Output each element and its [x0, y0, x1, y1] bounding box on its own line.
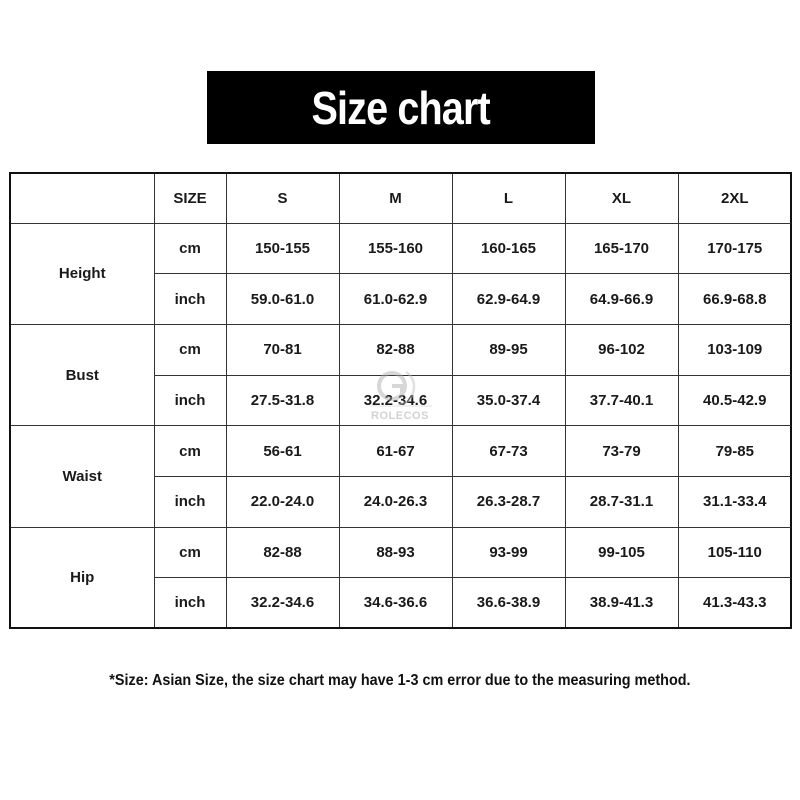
value-cell: 59.0-61.0 — [226, 274, 339, 325]
value-cell: 67-73 — [452, 426, 565, 477]
value-cell: 35.0-37.4 — [452, 375, 565, 426]
value-cell: 27.5-31.8 — [226, 375, 339, 426]
value-cell: 24.0-26.3 — [339, 476, 452, 527]
unit-cell: inch — [154, 274, 226, 325]
value-cell: 66.9-68.8 — [678, 274, 791, 325]
value-cell: 62.9-64.9 — [452, 274, 565, 325]
value-cell: 79-85 — [678, 426, 791, 477]
title-banner — [207, 71, 595, 144]
value-cell: 36.6-38.9 — [452, 578, 565, 627]
value-cell: 96-102 — [565, 325, 678, 376]
value-cell: 64.9-66.9 — [565, 274, 678, 325]
value-cell: 28.7-31.1 — [565, 476, 678, 527]
value-cell: 41.3-43.3 — [678, 578, 791, 627]
value-cell: 32.2-34.6 — [226, 578, 339, 627]
value-cell: 170-175 — [678, 223, 791, 274]
value-cell: 34.6-36.6 — [339, 578, 452, 627]
row-group-label: Waist — [11, 426, 154, 527]
row-group-label: Bust — [11, 325, 154, 426]
value-cell: 88-93 — [339, 527, 452, 578]
value-cell: 26.3-28.7 — [452, 476, 565, 527]
value-cell: 61.0-62.9 — [339, 274, 452, 325]
value-cell: 70-81 — [226, 325, 339, 376]
value-cell: 150-155 — [226, 223, 339, 274]
size-footnote — [0, 672, 800, 690]
header-cell-2xl: 2XL — [678, 174, 791, 223]
footnote-text: *Size: Asian Size, the size chart may have 1-3 cm error due to the measuring method. — [109, 672, 691, 689]
page-title: Size chart — [311, 81, 491, 134]
value-cell: 103-109 — [678, 325, 791, 376]
value-cell: 105-110 — [678, 527, 791, 578]
size-chart-table-container — [9, 172, 792, 629]
unit-cell: cm — [154, 325, 226, 376]
value-cell: 82-88 — [226, 527, 339, 578]
table-row — [11, 325, 791, 376]
watermark-text: ROLECOS — [371, 410, 429, 422]
value-cell: 32.2-34.6 — [339, 375, 452, 426]
value-cell: 165-170 — [565, 223, 678, 274]
table-row — [11, 426, 791, 477]
value-cell: 31.1-33.4 — [678, 476, 791, 527]
value-cell: 38.9-41.3 — [565, 578, 678, 627]
value-cell: 73-79 — [565, 426, 678, 477]
row-group-label: Hip — [11, 527, 154, 627]
unit-cell: inch — [154, 375, 226, 426]
table-row — [11, 223, 791, 274]
value-cell: 82-88 — [339, 325, 452, 376]
value-cell: 40.5-42.9 — [678, 375, 791, 426]
value-cell: 56-61 — [226, 426, 339, 477]
value-cell: 160-165 — [452, 223, 565, 274]
header-row — [11, 174, 791, 223]
value-cell: 155-160 — [339, 223, 452, 274]
value-cell: 99-105 — [565, 527, 678, 578]
value-cell: 61-67 — [339, 426, 452, 477]
row-group-label: Height — [11, 223, 154, 324]
size-chart-table — [11, 174, 791, 627]
header-cell-size: SIZE — [154, 174, 226, 223]
header-cell-m: M — [339, 174, 452, 223]
value-cell: 22.0-24.0 — [226, 476, 339, 527]
header-cell-s: S — [226, 174, 339, 223]
unit-cell: inch — [154, 476, 226, 527]
unit-cell: inch — [154, 578, 226, 627]
corner-cell — [11, 174, 154, 223]
unit-cell: cm — [154, 223, 226, 274]
table-row — [11, 527, 791, 578]
header-cell-l: L — [452, 174, 565, 223]
value-cell: 37.7-40.1 — [565, 375, 678, 426]
unit-cell: cm — [154, 527, 226, 578]
value-cell: 93-99 — [452, 527, 565, 578]
unit-cell: cm — [154, 426, 226, 477]
header-cell-xl: XL — [565, 174, 678, 223]
value-cell: 89-95 — [452, 325, 565, 376]
